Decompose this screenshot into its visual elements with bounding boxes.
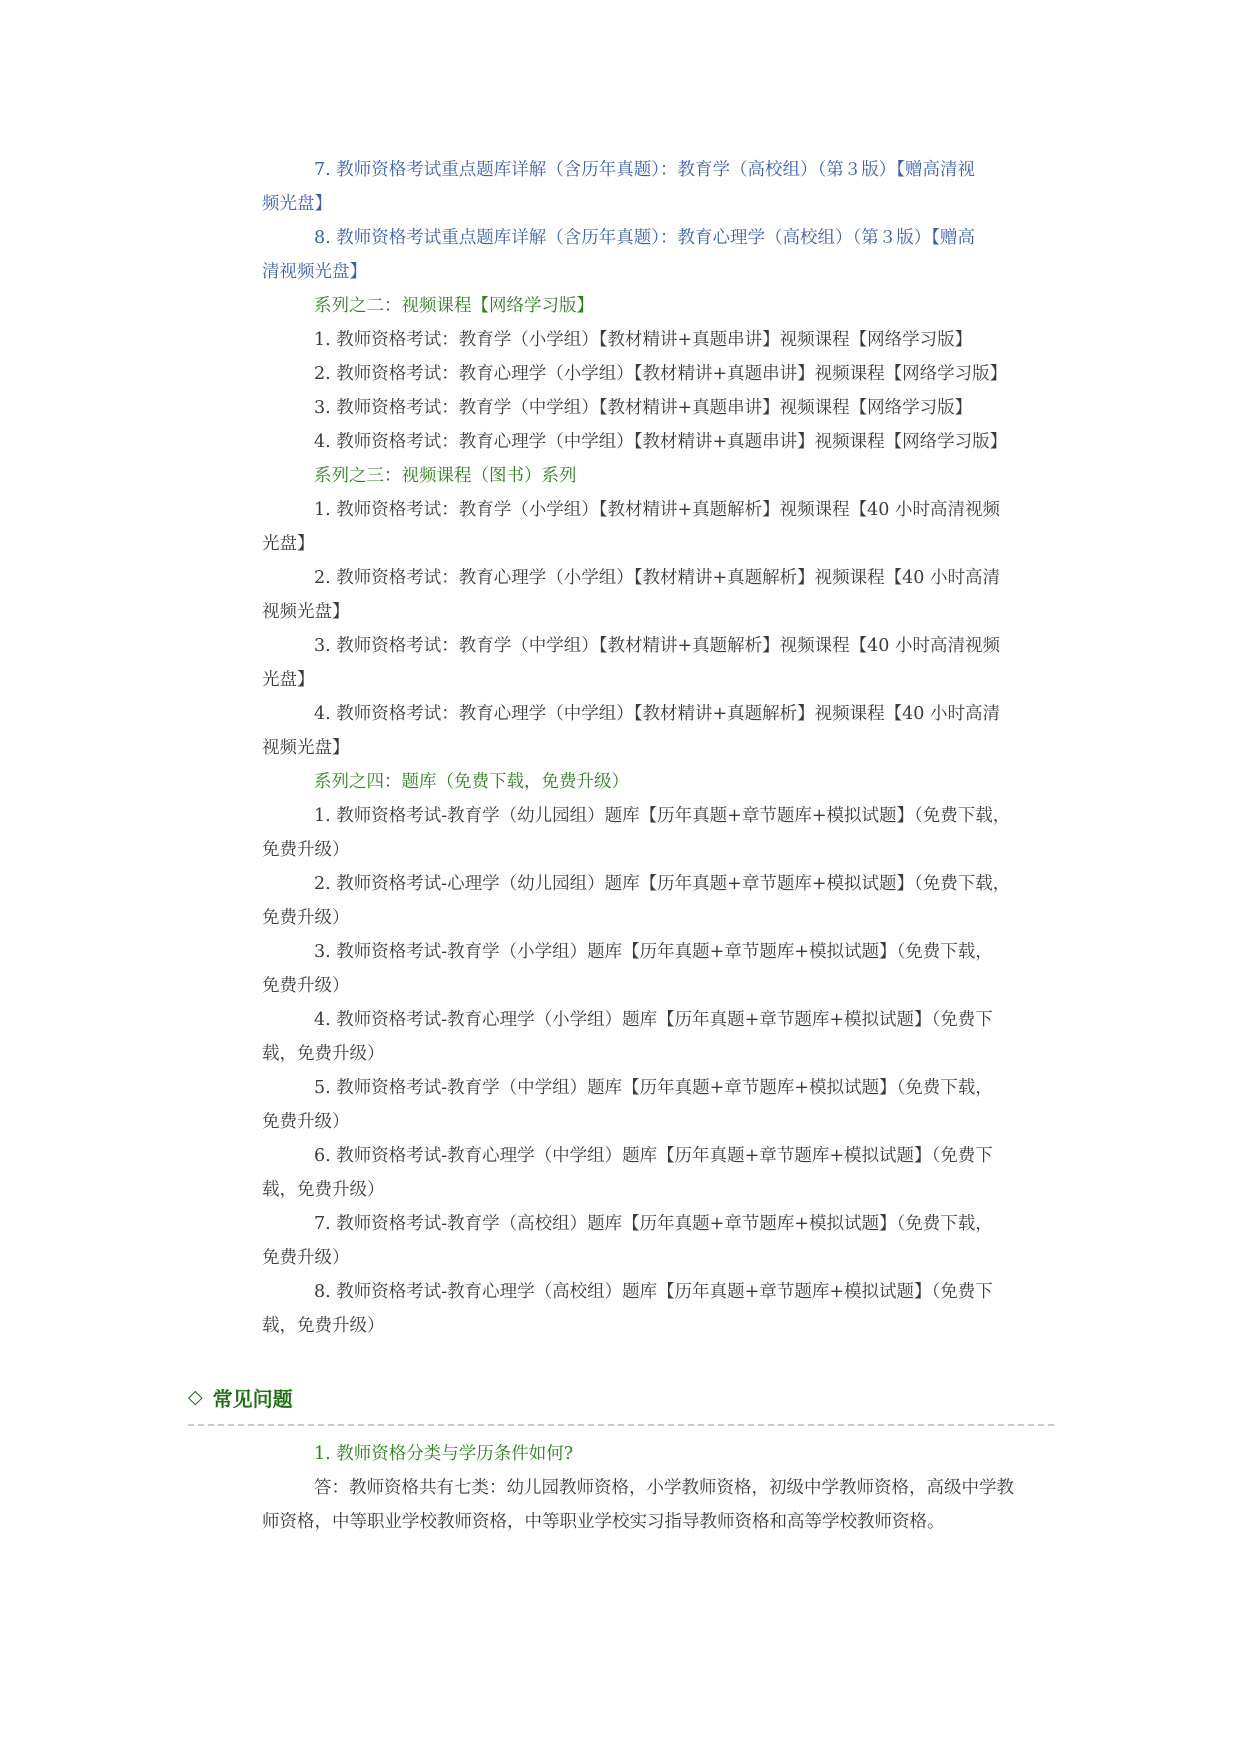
- series-4-item-1-cont: 免费升级）: [262, 840, 350, 860]
- book-item-7[interactable]: 7. 教师资格考试重点题库详解（含历年真题）：教育学（高校组）（第３版）【赠高清视: [314, 160, 976, 180]
- series-2-item-1: 1. 教师资格考试：教育学（小学组）【教材精讲+真题串讲】视频课程【网络学习版】: [314, 330, 973, 350]
- series-4-item-3: 3. 教师资格考试-教育学（小学组）题库【历年真题+章节题库+模拟试题】（免费下载，: [314, 942, 993, 962]
- series-4-item-7-cont: 免费升级）: [262, 1248, 350, 1268]
- faq-content: [262, 1437, 1052, 1539]
- series-4-item-2-cont: 免费升级）: [262, 908, 350, 928]
- series-3-item-1-cont: 光盘】: [262, 534, 315, 554]
- faq-answer-1: 答：教师资格共有七类：幼儿园教师资格，小学教师资格，初级中学教师资格，高级中学教: [314, 1478, 1014, 1498]
- series-4-item-2: 2. 教师资格考试-心理学（幼儿园组）题库【历年真题+章节题库+模拟试题】（免费下载，: [314, 874, 1011, 894]
- series-2-item-3: 3. 教师资格考试：教育学（中学组）【教材精讲+真题串讲】视频课程【网络学习版】: [314, 398, 973, 418]
- series-4-item-8-cont: 载，免费升级）: [262, 1316, 385, 1336]
- faq-answer-1-cont: 师资格，中等职业学校教师资格，中等职业学校实习指导教师资格和高等学校教师资格。: [262, 1512, 945, 1532]
- dashed-divider: [188, 1424, 1054, 1426]
- series-4-item-4-cont: 载，免费升级）: [262, 1044, 385, 1064]
- series-3-item-4-cont: 视频光盘】: [262, 738, 350, 758]
- faq-heading-text: 常见问题: [212, 1386, 293, 1411]
- faq-heading: [188, 1380, 1054, 1414]
- series-3-title: 系列之三：视频课程（图书）系列: [314, 466, 577, 486]
- series-4-title: 系列之四：题库（免费下载，免费升级）: [314, 772, 629, 792]
- book-item-8-cont[interactable]: 清视频光盘】: [262, 262, 367, 282]
- series-4-item-5: 5. 教师资格考试-教育学（中学组）题库【历年真题+章节题库+模拟试题】（免费下载，: [314, 1078, 993, 1098]
- series-4-item-8: 8. 教师资格考试-教育心理学（高校组）题库【历年真题+章节题库+模拟试题】（免费下: [314, 1282, 993, 1302]
- faq-question-1: 1. 教师资格分类与学历条件如何?: [314, 1444, 574, 1464]
- series-3-item-3: 3. 教师资格考试：教育学（中学组）【教材精讲+真题解析】视频课程【40 小时高清视频: [314, 636, 1001, 656]
- series-3-item-3-cont: 光盘】: [262, 670, 315, 690]
- series-4-item-7: 7. 教师资格考试-教育学（高校组）题库【历年真题+章节题库+模拟试题】（免费下载，: [314, 1214, 993, 1234]
- series-2-item-2: 2. 教师资格考试：教育心理学（小学组）【教材精讲+真题串讲】视频课程【网络学习版】: [314, 364, 1008, 384]
- series-4-item-4: 4. 教师资格考试-教育心理学（小学组）题库【历年真题+章节题库+模拟试题】（免费下: [314, 1010, 993, 1030]
- faq-section-header: [188, 1380, 1054, 1426]
- series-4-item-5-cont: 免费升级）: [262, 1112, 350, 1132]
- series-3-item-4: 4. 教师资格考试：教育心理学（中学组）【教材精讲+真题解析】视频课程【40 小时高清: [314, 704, 1001, 724]
- series-2-title: 系列之二：视频课程【网络学习版】: [314, 296, 594, 316]
- book-list: [262, 153, 1052, 1343]
- book-item-7-cont[interactable]: 频光盘】: [262, 194, 332, 214]
- series-4-item-6: 6. 教师资格考试-教育心理学（中学组）题库【历年真题+章节题库+模拟试题】（免费下: [314, 1146, 993, 1166]
- series-2-item-4: 4. 教师资格考试：教育心理学（中学组）【教材精讲+真题串讲】视频课程【网络学习版】: [314, 432, 1008, 452]
- series-4-item-3-cont: 免费升级）: [262, 976, 350, 996]
- series-4-item-1: 1. 教师资格考试-教育学（幼儿园组）题库【历年真题+章节题库+模拟试题】（免费下载，: [314, 806, 1011, 826]
- book-item-8[interactable]: 8. 教师资格考试重点题库详解（含历年真题）：教育心理学（高校组）（第３版）【赠高: [314, 228, 976, 248]
- diamond-icon: ◇: [188, 1386, 203, 1408]
- series-3-item-1: 1. 教师资格考试：教育学（小学组）【教材精讲+真题解析】视频课程【40 小时高清视频: [314, 500, 1001, 520]
- series-3-item-2-cont: 视频光盘】: [262, 602, 350, 622]
- series-3-item-2: 2. 教师资格考试：教育心理学（小学组）【教材精讲+真题解析】视频课程【40 小时高清: [314, 568, 1001, 588]
- series-4-item-6-cont: 载，免费升级）: [262, 1180, 385, 1200]
